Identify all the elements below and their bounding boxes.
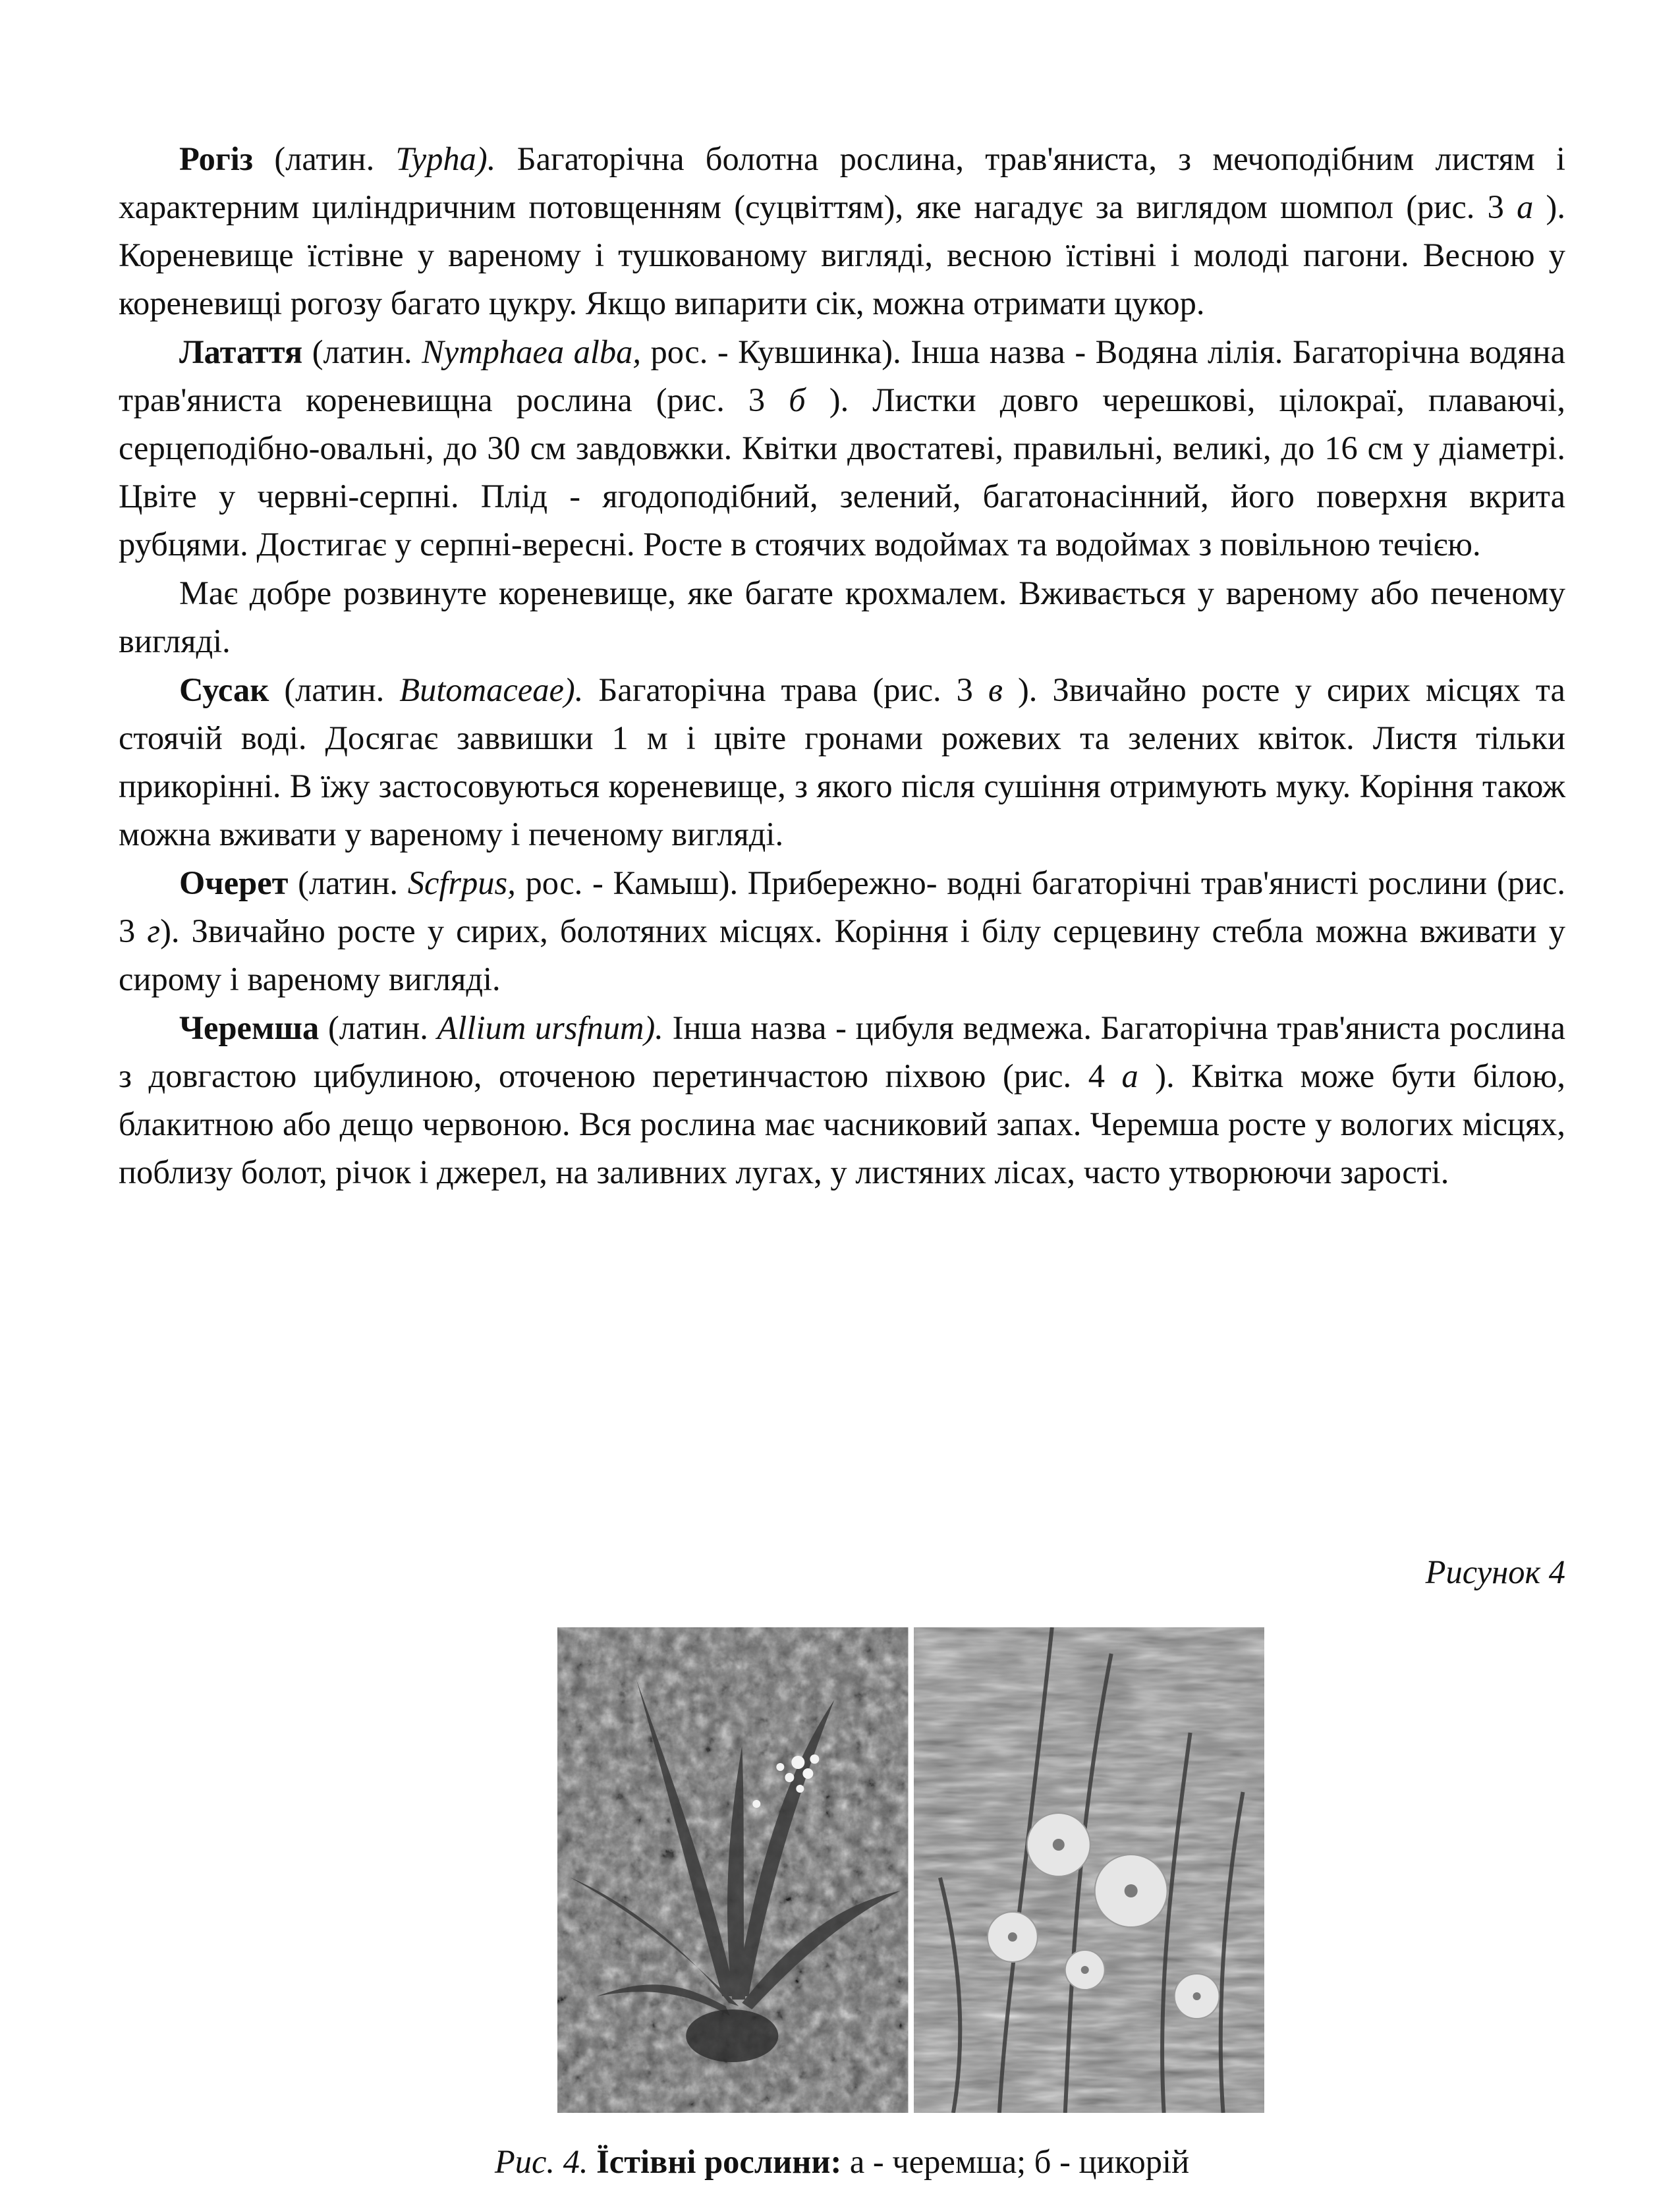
text-run: ). Звичайно росте у сирих місцях та стоячій воді. Досягає заввишки 1 м і цвіте гронами рожевих та зелених квіток. Листя тільки прикорінні. В їжу застосовуються кореневище, з якого після сушіння отримують муку. Коріння також можна вживати у вареному і печеному вигляді. — [119, 671, 1565, 853]
text-run: Має добре розвинуте кореневище, яке багате крохмалем. Вживається у вареному або печеному вигляді. — [119, 575, 1565, 659]
term-heading: Рогіз — [179, 140, 254, 177]
paragraph — [119, 1004, 1565, 1196]
text-run: ). Квітка може бути білою, блакитною або дещо червоною. Вся рослина має часниковий запах. Черемша росте у вологих місцях, поблизу болот, річок і джерел, на заливних лугах, у листяних лісах, часто утворюючи зарості. — [119, 1057, 1565, 1191]
paragraph — [119, 328, 1565, 569]
text-run: (латин. — [302, 333, 422, 370]
italic-text: Allium ursfnum). — [437, 1009, 663, 1046]
term-heading: Очерет — [179, 864, 289, 901]
italic-text: г — [147, 912, 161, 949]
body-text — [119, 135, 1565, 1196]
italic-text: б — [789, 381, 806, 418]
text-run: (латин. — [288, 864, 408, 901]
italic-text: а — [1517, 188, 1534, 225]
paragraph — [119, 859, 1565, 1003]
paragraph — [119, 569, 1565, 665]
italic-text: Nymphaea alba, — [422, 333, 642, 370]
figure-label: Рисунок 4 — [1425, 1554, 1565, 1590]
italic-text: Butomaceae). — [399, 671, 584, 708]
text-run: рос. - Кувшинка). Інша назва - Водяна лілія. Багаторічна водяна трав'яниста кореневищна рослина (рис. 3 — [119, 333, 1566, 418]
text-run: ). Листки довго черешкові, цілокраї, плаваючі, серцеподібно-овальні, до 30 см завдовжки. Квітки двостатеві, правильні, великі, до 16 см у діаметрі. Цвіте у червні-серпні. Плід - ягодоподібний, зелений, багатонасінний, його поверхня вкрита рубцями. Достигає у серпні-вересні. Росте в стоячих водоймах та водоймах з повільною течією. — [119, 381, 1566, 563]
photo-chicory — [914, 1627, 1265, 2113]
text-run: Інша назва - цибуля ведмежа. Багаторічна трав'яниста рослина з довгастою цибулиною, оточеною перетинчастою піхвою (рис. 4 — [119, 1009, 1566, 1094]
figure-4 — [557, 1627, 1264, 2113]
document-page — [119, 135, 1566, 2180]
term-heading: Сусак — [179, 671, 269, 708]
italic-text: Typha). — [395, 140, 496, 177]
text-run: (латин. — [269, 671, 400, 708]
term-heading: Латаття — [179, 333, 303, 370]
text-run: (латин. — [319, 1009, 437, 1046]
caption-prefix: Рис. 4. — [494, 2143, 588, 2180]
photo-ramsons — [557, 1627, 909, 2113]
text-run: Багаторічна болотна рослина, трав'яниста, з мечоподібним листям і характерним циліндричним потовщенням (суцвіттям), яке нагадує за виглядом шомпол (рис. 3 — [119, 140, 1566, 225]
paragraph — [119, 135, 1565, 327]
italic-text: Scfrpus, — [407, 864, 516, 901]
text-run: рос. - Камыш). Прибережно- водні багаторічні трав'янисті рослини (рис. 3 — [119, 864, 1565, 949]
paragraph — [119, 666, 1565, 858]
caption-rest: а - черемша; б - цикорій — [841, 2143, 1190, 2180]
text-run: Багаторічна трава (рис. 3 — [583, 671, 988, 708]
text-run: ). Кореневище їстівне у вареному і тушкованому вигляді, весною їстівні і молоді пагони. Весною у кореневищі рогозу багато цукру. Якщо випарити сік, можна отримати цукор. — [119, 188, 1565, 322]
italic-text: в — [988, 671, 1003, 708]
text-run: ). Звичайно росте у сирих, болотяних місцях. Коріння і білу серцевину стебла можна вживати у сирому і вареному вигляді. — [119, 912, 1566, 997]
figure-caption — [119, 2138, 1565, 2186]
italic-text: а — [1121, 1057, 1138, 1094]
caption-title: Їстівні рослини: — [596, 2143, 842, 2180]
term-heading: Черемша — [179, 1009, 320, 1046]
text-run: (латин. — [253, 140, 396, 177]
